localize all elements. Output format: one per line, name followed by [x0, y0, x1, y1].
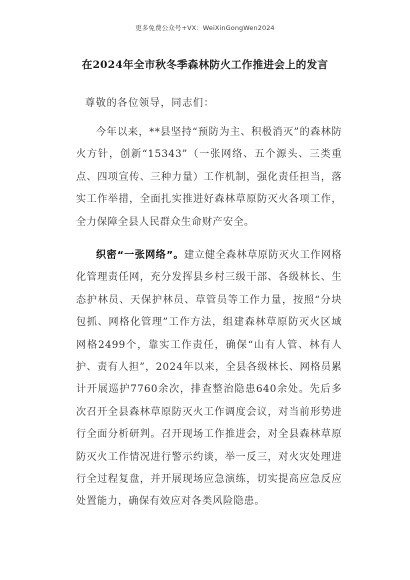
paragraph-intro: 今年以来，**县坚持“预防为主、积极消灭”的森林防火方针，创新“15343”（一张网络、五个源头、三类重点、四项宣传、三种力量）工作机制，强化责任担当，落实工作举措，全面扎实推进好森林草原防灭火各项工作，全力保障全县人民群众生命财产安全。 — [76, 127, 342, 228]
salutation: 尊敬的各位领导，同志们： — [85, 98, 215, 109]
paragraph-network — [76, 245, 342, 514]
paragraph-network-heading: 织密“一张网络”。 — [96, 250, 184, 261]
document-title: 在2024年全市秋冬季森林防火工作推进会上的发言 — [81, 59, 329, 71]
paragraph-network-body: 建立健全森林草原防灭火工作网格化管理责任网，充分发挥县乡村三级干部、各级林长、生态护林员、天保护林员、草管员等工作力量，按照“分块包抓、网格化管理”工作方法，组建森林草原防灭火区域网格2499个，靠实工作责任，确保“山有人管、林有人护、责有人担”，2024年以来，全县各级林长、网格员累计开展巡护7760余次，排查整治隐患640余处。先后多次召开全县森林草原防灭火工作调度会议，对当前形势进行全面分析研判。召开现场工作推进会，对全县森林草原防灭火工作情况进行警示约谈，举一反三，对火灾处理进行全过程复盘，并开展现场应急演练，切实提高应急反应处置能力，确保有效应对各类风险隐患。 — [76, 250, 342, 508]
header-promo-note: 更多免费公众号+VX：WeiXinGongWen2024 — [135, 24, 275, 32]
